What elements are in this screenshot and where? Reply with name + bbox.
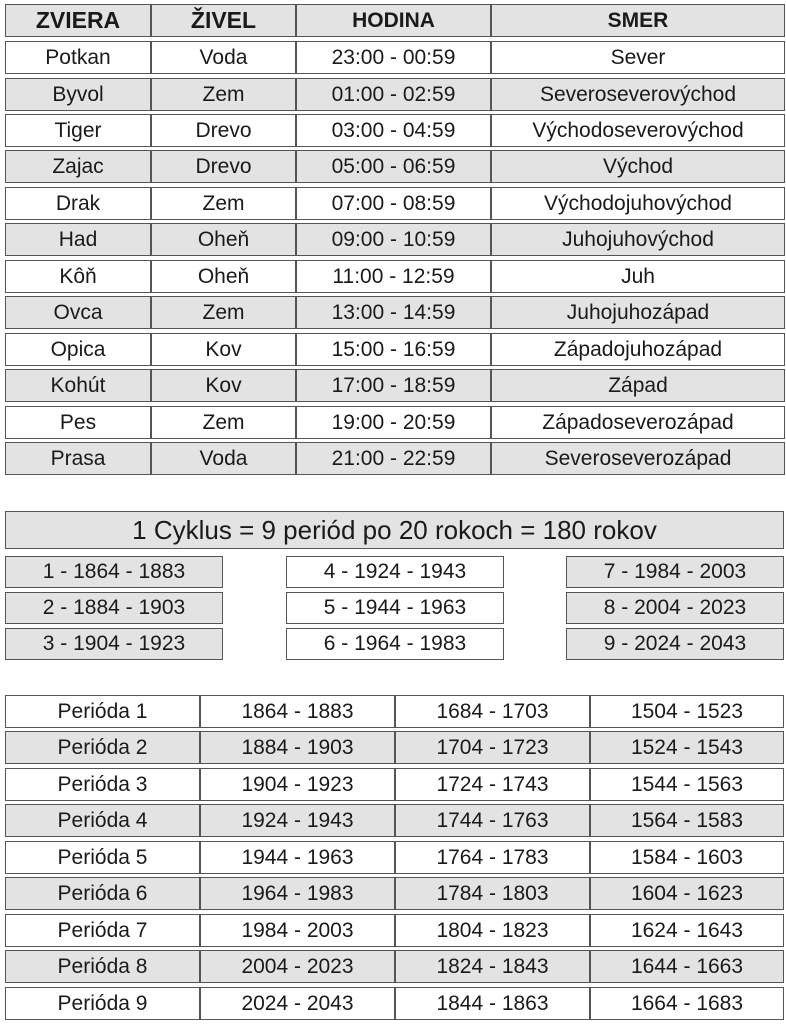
direction-cell: Severoseverozápad xyxy=(491,442,785,475)
years-cell: 1564 - 1583 xyxy=(590,804,784,837)
period-label-cell: Perióda 7 xyxy=(5,914,200,947)
table-row xyxy=(5,695,784,728)
animal-cell: Had xyxy=(5,223,151,256)
table-row xyxy=(5,333,785,366)
hour-cell: 11:00 - 12:59 xyxy=(296,260,491,293)
hour-cell: 03:00 - 04:59 xyxy=(296,114,491,147)
years-cell: 1964 - 1983 xyxy=(200,877,395,910)
period-box: 1 - 1864 - 1883 xyxy=(5,556,223,588)
element-cell: Kov xyxy=(151,369,296,402)
table-row xyxy=(5,950,784,983)
hour-cell: 17:00 - 18:59 xyxy=(296,369,491,402)
period-label-cell: Perióda 8 xyxy=(5,950,200,983)
animal-cell: Pes xyxy=(5,406,151,439)
animal-cell: Drak xyxy=(5,187,151,220)
years-cell: 1884 - 1903 xyxy=(200,731,395,764)
years-cell: 1724 - 1743 xyxy=(395,768,590,801)
period-box: 5 - 1944 - 1963 xyxy=(286,592,504,624)
table-row xyxy=(5,223,785,256)
years-cell: 1804 - 1823 xyxy=(395,914,590,947)
table-row xyxy=(5,914,784,947)
element-cell: Zem xyxy=(151,296,296,329)
table-row xyxy=(5,296,785,329)
direction-cell: Juhojuhovýchod xyxy=(491,223,785,256)
direction-cell: Sever xyxy=(491,41,785,74)
years-cell: 1664 - 1683 xyxy=(590,987,784,1020)
direction-cell: Východojuhovýchod xyxy=(491,187,785,220)
direction-cell: Západoseverozápad xyxy=(491,406,785,439)
period-box: 6 - 1964 - 1983 xyxy=(286,628,504,660)
years-cell: 1984 - 2003 xyxy=(200,914,395,947)
years-cell: 1944 - 1963 xyxy=(200,841,395,874)
hour-cell: 07:00 - 08:59 xyxy=(296,187,491,220)
direction-cell: Severoseverovýchod xyxy=(491,78,785,111)
table-row xyxy=(5,369,785,402)
header-animal: ZVIERA xyxy=(5,4,151,37)
animal-cell: Prasa xyxy=(5,442,151,475)
period-label-cell: Perióda 6 xyxy=(5,877,200,910)
element-cell: Oheň xyxy=(151,260,296,293)
table-row xyxy=(5,114,785,147)
hour-cell: 01:00 - 02:59 xyxy=(296,78,491,111)
table-row xyxy=(5,406,785,439)
direction-cell: Východ xyxy=(491,150,785,183)
table-row xyxy=(5,731,784,764)
years-cell: 1904 - 1923 xyxy=(200,768,395,801)
cycle-title: 1 Cyklus = 9 periód po 20 rokoch = 180 rokov xyxy=(5,511,784,549)
table-row xyxy=(5,841,784,874)
element-cell: Kov xyxy=(151,333,296,366)
element-cell: Zem xyxy=(151,78,296,111)
element-cell: Drevo xyxy=(151,150,296,183)
animal-cell: Potkan xyxy=(5,41,151,74)
years-cell: 1764 - 1783 xyxy=(395,841,590,874)
years-cell: 1924 - 1943 xyxy=(200,804,395,837)
period-label-cell: Perióda 3 xyxy=(5,768,200,801)
element-cell: Oheň xyxy=(151,223,296,256)
years-cell: 1744 - 1763 xyxy=(395,804,590,837)
period-box: 7 - 1984 - 2003 xyxy=(566,556,784,588)
table-row xyxy=(5,804,784,837)
header-element: ŽIVEL xyxy=(151,4,296,37)
animal-cell: Byvol xyxy=(5,78,151,111)
animal-cell: Opica xyxy=(5,333,151,366)
period-box: 4 - 1924 - 1943 xyxy=(286,556,504,588)
table-row xyxy=(5,768,784,801)
table-row xyxy=(5,41,785,74)
years-cell: 1504 - 1523 xyxy=(590,695,784,728)
period-label-cell: Perióda 9 xyxy=(5,987,200,1020)
element-cell: Voda xyxy=(151,41,296,74)
years-cell: 1524 - 1543 xyxy=(590,731,784,764)
years-cell: 1644 - 1663 xyxy=(590,950,784,983)
element-cell: Zem xyxy=(151,406,296,439)
animal-cell: Kohút xyxy=(5,369,151,402)
hour-cell: 19:00 - 20:59 xyxy=(296,406,491,439)
years-cell: 1784 - 1803 xyxy=(395,877,590,910)
element-cell: Drevo xyxy=(151,114,296,147)
direction-cell: Juh xyxy=(491,260,785,293)
direction-cell: Juhojuhozápad xyxy=(491,296,785,329)
hour-cell: 23:00 - 00:59 xyxy=(296,41,491,74)
hour-cell: 21:00 - 22:59 xyxy=(296,442,491,475)
years-cell: 1824 - 1843 xyxy=(395,950,590,983)
years-cell: 1684 - 1703 xyxy=(395,695,590,728)
hour-cell: 15:00 - 16:59 xyxy=(296,333,491,366)
period-label-cell: Perióda 1 xyxy=(5,695,200,728)
years-cell: 1544 - 1563 xyxy=(590,768,784,801)
direction-cell: Západojuhozápad xyxy=(491,333,785,366)
years-cell: 1624 - 1643 xyxy=(590,914,784,947)
table-row xyxy=(5,987,784,1020)
element-cell: Voda xyxy=(151,442,296,475)
zodiac-header-row xyxy=(5,4,785,37)
header-hour: HODINA xyxy=(296,4,491,37)
table-row xyxy=(5,187,785,220)
years-cell: 1604 - 1623 xyxy=(590,877,784,910)
animal-cell: Kôň xyxy=(5,260,151,293)
period-label-cell: Perióda 4 xyxy=(5,804,200,837)
table-row xyxy=(5,78,785,111)
table-row xyxy=(5,260,785,293)
element-cell: Zem xyxy=(151,187,296,220)
period-box: 3 - 1904 - 1923 xyxy=(5,628,223,660)
direction-cell: Západ xyxy=(491,369,785,402)
hour-cell: 05:00 - 06:59 xyxy=(296,150,491,183)
table-row xyxy=(5,150,785,183)
period-label-cell: Perióda 5 xyxy=(5,841,200,874)
period-box: 8 - 2004 - 2023 xyxy=(566,592,784,624)
years-cell: 1844 - 1863 xyxy=(395,987,590,1020)
period-label-cell: Perióda 2 xyxy=(5,731,200,764)
animal-cell: Tiger xyxy=(5,114,151,147)
hour-cell: 13:00 - 14:59 xyxy=(296,296,491,329)
period-box: 2 - 1884 - 1903 xyxy=(5,592,223,624)
years-cell: 2024 - 2043 xyxy=(200,987,395,1020)
years-cell: 1704 - 1723 xyxy=(395,731,590,764)
animal-cell: Ovca xyxy=(5,296,151,329)
animal-cell: Zajac xyxy=(5,150,151,183)
years-cell: 1864 - 1883 xyxy=(200,695,395,728)
hour-cell: 09:00 - 10:59 xyxy=(296,223,491,256)
years-cell: 1584 - 1603 xyxy=(590,841,784,874)
table-row xyxy=(5,877,784,910)
table-row xyxy=(5,442,785,475)
header-direction: SMER xyxy=(491,4,785,37)
years-cell: 2004 - 2023 xyxy=(200,950,395,983)
period-box: 9 - 2024 - 2043 xyxy=(566,628,784,660)
direction-cell: Východoseverovýchod xyxy=(491,114,785,147)
